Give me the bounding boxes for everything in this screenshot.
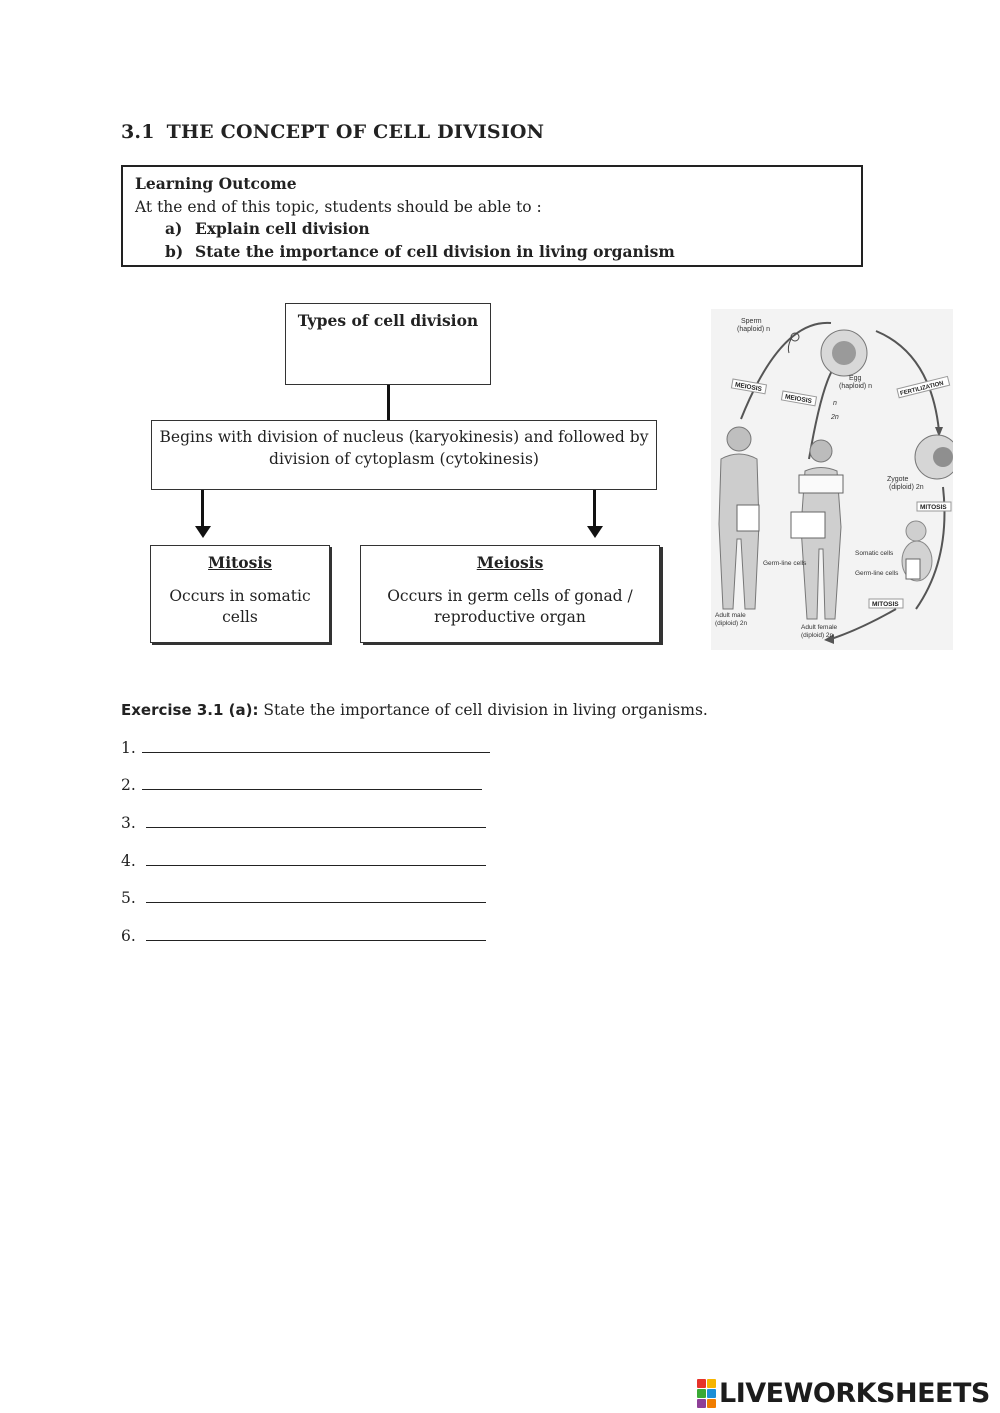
label-fertilization: FERTILIZATION [899,380,945,398]
answer-line-6 [121,926,486,945]
answer-line-4 [121,851,486,870]
arrow-down-icon [195,526,211,538]
answer-line-1 [121,738,490,757]
learning-outcome-heading: Learning Outcome [135,174,297,193]
item-text: State the importance of cell division in living organism [195,241,675,261]
label-adult-male: Adult male [715,612,746,619]
exercise-text: State the importance of cell division in living organisms. [263,701,708,719]
answer-line-3 [121,813,486,832]
answer-field-3[interactable] [146,813,486,828]
item-text: Explain cell division [195,219,370,238]
brand-name: LIVEWORKSHEETS [719,1378,990,1409]
section-title: THE CONCEPT OF CELL DIVISION [166,121,545,143]
label-mitosis-1: MITOSIS [920,504,947,511]
answer-field-6[interactable] [146,926,486,941]
label-germ-line-child: Germ-line cells [855,570,899,577]
arrow-down-icon [587,526,603,538]
answer-number: 6. [121,927,136,945]
label-2n: 2n [831,414,839,421]
mitosis-title: Mitosis [208,553,272,572]
meiosis-text: Occurs in germ cells of gonad / reproductive organ [387,586,633,626]
label-sperm-ploidy: (haploid) n [737,326,771,333]
meiosis-title: Meiosis [476,553,544,572]
label-meiosis-2: MEIOSIS [784,393,813,406]
label-zygote-ploidy: (diploid) 2n [889,484,924,491]
answer-line-5 [121,888,486,907]
label-germ-line-adult: Germ-line cells [763,560,807,567]
label-egg: Egg [849,375,862,382]
answer-line-2 [121,775,482,794]
label-zygote: Zygote [887,476,909,483]
answer-field-1[interactable] [142,738,490,753]
answer-field-2[interactable] [142,775,482,790]
label-adult-female: Adult female [801,624,838,631]
learning-outcome-item-a [135,218,849,241]
exercise-label: Exercise 3.1 (a): [121,701,259,719]
label-n: n [833,400,837,407]
answer-number: 4. [121,852,136,870]
meiosis-box [360,545,660,643]
page-title [121,121,544,143]
answer-number: 5. [121,889,136,907]
human-life-cycle-diagram [711,309,953,650]
mitosis-text: Occurs in somatic cells [169,586,311,626]
item-letter: b) [165,241,184,261]
flowchart-connector [387,385,390,421]
label-adult-female-ploidy: (diploid) 2n [801,632,834,639]
answer-number: 3. [121,814,136,832]
label-sperm: Sperm [741,318,762,325]
flowchart-types-box: Types of cell division [285,303,491,385]
label-mitosis-2: MITOSIS [872,601,899,608]
exercise-prompt [121,701,708,719]
item-letter: a) [165,219,183,238]
label-meiosis-1: MEIOSIS [734,381,763,394]
answer-number: 1. [121,739,136,757]
answer-field-5[interactable] [146,888,486,903]
flowchart-arrow-right [593,490,596,528]
flowchart-arrow-left [201,490,204,528]
flowchart-description-box: Begins with division of nucleus (karyokinesis) and followed by division of cytoplasm (cytokinesis) [151,420,657,490]
liveworksheets-logo [697,1378,990,1409]
logo-icon [697,1379,716,1408]
label-somatic-cells: Somatic cells [855,550,894,557]
answer-number: 2. [121,776,136,794]
learning-outcome-box [121,165,863,267]
learning-outcome-item-b [135,241,849,264]
answer-field-4[interactable] [146,851,486,866]
mitosis-box [150,545,330,643]
section-number: 3.1 [121,121,155,143]
label-adult-male-ploidy: (diploid) 2n [715,620,748,627]
learning-outcome-intro: At the end of this topic, students should be able to : [135,197,542,216]
label-egg-ploidy: (haploid) n [839,383,873,390]
